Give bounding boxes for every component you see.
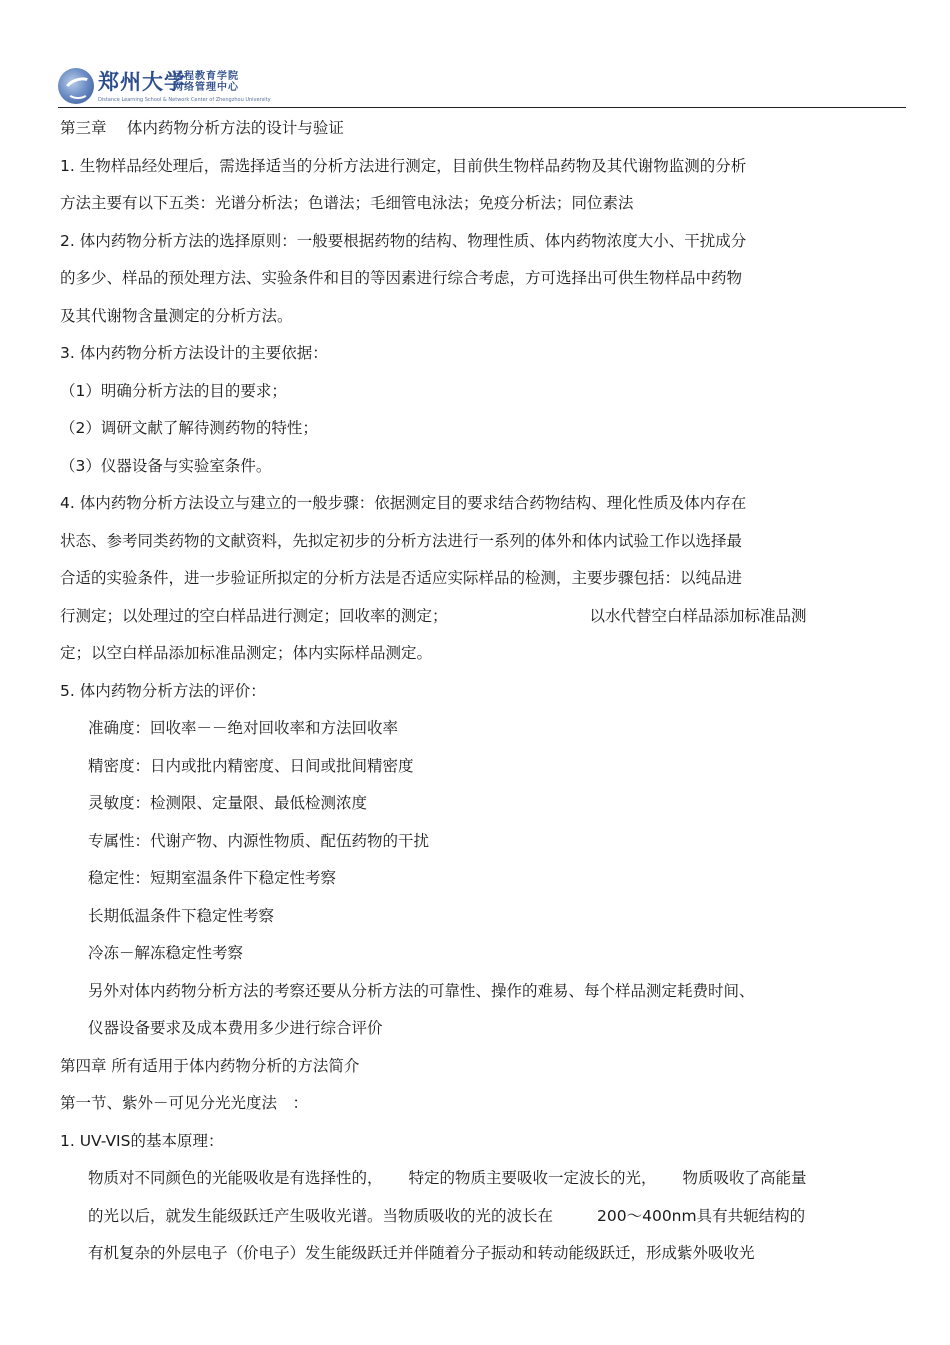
list-item: （3）仪器设备与实验室条件。 bbox=[60, 456, 272, 475]
paragraph-line: 的多少、样品的预处理方法、实验条件和目的等因素进行综合考虑，方可选择出可供生物样品中药物 bbox=[60, 269, 743, 287]
paragraph-line: 4. 体内药物分析方法设立与建立的一般步骤：依据测定目的要求结合药物结构、理化性质及体内存在 bbox=[60, 494, 747, 512]
paragraph-line: 另外对体内药物分析方法的考察还要从分析方法的可靠性、操作的难易、每个样品测定耗费时间、 bbox=[88, 981, 755, 1000]
paragraph-line bbox=[60, 1206, 910, 1244]
paragraph-line: 及其代谢物含量测定的分析方法。 bbox=[60, 306, 293, 325]
evaluation-item: 准确度：回收率－－绝对回收率和方法回收率 bbox=[88, 719, 399, 737]
center-line-2: 网络管理中心 bbox=[173, 82, 239, 93]
center-name bbox=[173, 71, 239, 93]
section-heading: 第一节、紫外－可见分光光度法 ： bbox=[60, 1094, 309, 1112]
paragraph-line: 方法主要有以下五类：光谱分析法；色谱法；毛细管电泳法；免疫分析法；同位素法 bbox=[60, 194, 634, 212]
document-header bbox=[58, 64, 904, 108]
text-segment: 的光以后，就发生能级跃迁产生吸收光谱。当物质吸收的光的波长在 bbox=[88, 1206, 554, 1225]
paragraph-line bbox=[60, 1168, 910, 1206]
paragraph-line: 定；以空白样品添加标准品测定；体内实际样品测定。 bbox=[60, 644, 433, 662]
text-segment: 200～400nm具有共轭结构的 bbox=[597, 1206, 806, 1225]
list-item: （2）调研文献了解待测药物的特性； bbox=[60, 419, 318, 437]
paragraph-line: 仪器设备要求及成本费用多少进行综合评价 bbox=[88, 1019, 383, 1037]
chapter-4-heading: 第四章 所有适用于体内药物分析的方法简介 bbox=[60, 1056, 360, 1075]
university-name: 郑州大学 bbox=[98, 69, 186, 94]
paragraph-line: 2. 体内药物分析方法的选择原则：一般要根据药物的结构、物理性质、体内药物浓度大小、干扰成分 bbox=[60, 231, 747, 250]
paragraph-line: 状态、参考同类药物的文献资料，先拟定初步的分析方法进行一系列的体外和体内试验工作以选择最 bbox=[60, 531, 743, 550]
text-segment: 行测定；以处理过的空白样品进行测定；回收率的测定； bbox=[60, 606, 448, 625]
list-item: （1）明确分析方法的目的要求； bbox=[60, 381, 287, 400]
chapter-3-heading: 第三章 体内药物分析方法的设计与验证 bbox=[60, 119, 344, 137]
paragraph-line: 有机复杂的外层电子（价电子）发生能级跃迁并伴随着分子振动和转动能级跃迁，形成紫外吸收光 bbox=[88, 1244, 755, 1262]
text-segment: 物质吸收了高能量 bbox=[682, 1169, 807, 1187]
text-segment: 物质对不同颜色的光能吸收是有选择性的， bbox=[88, 1169, 383, 1187]
evaluation-item: 冷冻－解冻稳定性考察 bbox=[88, 944, 244, 962]
paragraph-line: 5. 体内药物分析方法的评价： bbox=[60, 681, 266, 700]
paragraph-line: 3. 体内药物分析方法设计的主要依据： bbox=[60, 344, 328, 362]
center-line-1: 远程教育学院 bbox=[173, 71, 239, 82]
evaluation-item: 灵敏度：检测限、定量限、最低检测浓度 bbox=[88, 794, 368, 812]
paragraph-line bbox=[60, 606, 910, 644]
evaluation-item: 精密度：日内或批内精密度、日间或批间精密度 bbox=[88, 756, 414, 775]
header-rule bbox=[58, 107, 906, 108]
evaluation-item: 专属性：代谢产物、内源性物质、配伍药物的干扰 bbox=[88, 831, 430, 850]
text-segment: 以水代替空白样品添加标准品测 bbox=[589, 606, 807, 625]
paragraph-line: 1. UV-VIS的基本原理： bbox=[60, 1131, 224, 1150]
english-name: Distance Learning School & Network Center of Zhengzhou University bbox=[98, 97, 271, 103]
document-body bbox=[60, 118, 910, 1281]
paragraph-line: 1. 生物样品经处理后，需选择适当的分析方法进行测定，目前供生物样品药物及其代谢物监测的分析 bbox=[60, 156, 747, 175]
evaluation-item: 稳定性：短期室温条件下稳定性考察 bbox=[88, 869, 337, 887]
text-segment: 特定的物质主要吸收一定波长的光， bbox=[408, 1169, 657, 1187]
evaluation-item: 长期低温条件下稳定性考察 bbox=[88, 906, 275, 925]
paragraph-line: 合适的实验条件，进一步验证所拟定的分析方法是否适应实际样品的检测，主要步骤包括：以纯品进 bbox=[60, 569, 743, 587]
university-logo-icon bbox=[58, 68, 94, 104]
